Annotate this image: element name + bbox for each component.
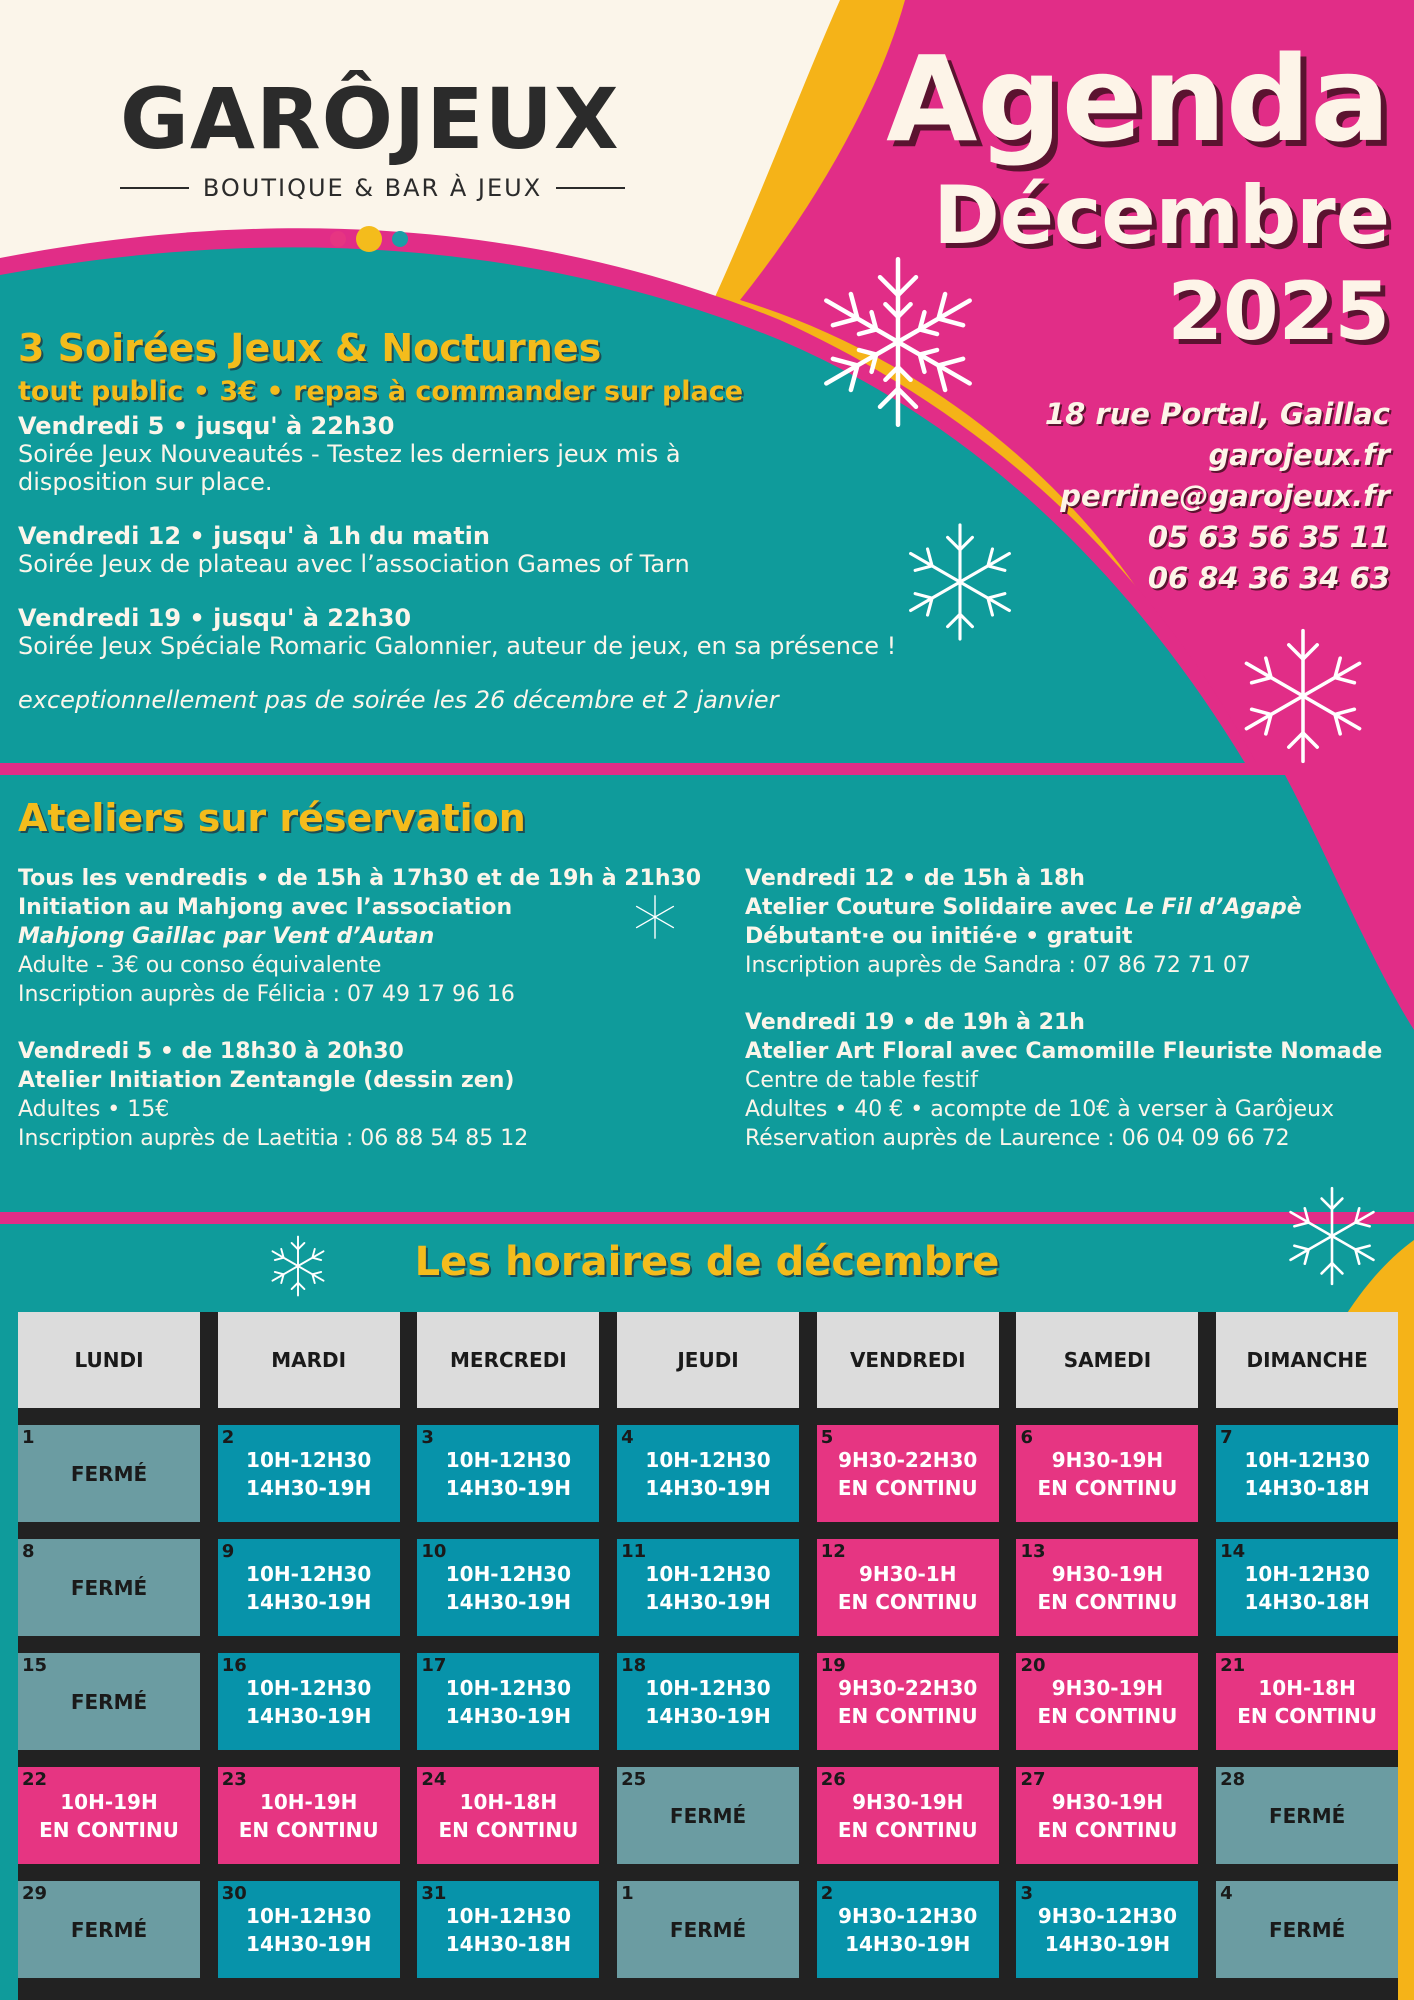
event-description: Soirée Jeux Nouveautés - Testez les derniers jeux mis à disposition sur place. <box>18 440 681 496</box>
pink-divider-1 <box>0 763 1414 775</box>
pink-divider-2 <box>0 1212 1414 1224</box>
hours-line: 10H-19H <box>259 1789 358 1814</box>
day-number: 27 <box>1020 1769 1046 1790</box>
atelier-line-part: Le Fil d’Agapè <box>1124 895 1302 920</box>
day-number: 25 <box>621 1769 647 1790</box>
hours-line: 10H-12H30 <box>445 1903 572 1928</box>
hours-line: EN CONTINU <box>238 1817 379 1842</box>
snowflake-icon <box>1232 625 1374 767</box>
hours-line: FERMÉ <box>70 1461 148 1486</box>
hours-line: 14H30-19H <box>246 1589 372 1614</box>
hours-line: 10H-12H30 <box>1244 1447 1370 1472</box>
day-number: 3 <box>421 1427 434 1448</box>
atelier-heading: Tous les vendredis • de 15h à 17h30 et de 19h à 21h30 <box>18 866 702 891</box>
logo: GARÔJEUX <box>120 70 620 168</box>
hours-line: 10H-18H <box>459 1789 558 1814</box>
hours-line: 14H30-19H <box>445 1703 572 1728</box>
hours-line: 9H30-19H <box>1051 1561 1164 1586</box>
phone-2[interactable]: 06 84 36 34 63 <box>1147 561 1390 595</box>
hours-text <box>246 1446 371 1502</box>
day-number: 4 <box>621 1427 634 1448</box>
hours-line: 10H-12H30 <box>246 1903 372 1928</box>
day-number: 2 <box>820 1883 834 1904</box>
hours-text <box>71 1688 147 1716</box>
event-description: Soirée Jeux de plateau avec l’association Games of Tarn <box>18 550 690 578</box>
hours-line: FERMÉ <box>1268 1917 1346 1942</box>
ateliers-left-column <box>18 864 718 1153</box>
event-description: Soirée Jeux Spéciale Romaric Galonnier, auteur de jeux, en sa présence ! <box>18 632 897 660</box>
day-number: 15 <box>22 1655 48 1676</box>
calendar-day-cell <box>617 1881 799 1978</box>
hours-text <box>246 1674 371 1730</box>
atelier-line: Adultes • 40 € • acompte de 10€ à verser à Garôjeux <box>745 1097 1335 1122</box>
hours-text <box>39 1788 179 1844</box>
calendar-day-cell <box>1216 1767 1398 1864</box>
day-header: SAMEDI <box>1016 1312 1198 1408</box>
day-number: 1 <box>22 1427 35 1448</box>
dot-pink <box>330 231 346 247</box>
hours-line: 10H-12H30 <box>645 1561 771 1586</box>
ateliers-right-column <box>745 864 1410 1153</box>
hours-line: EN CONTINU <box>1037 1475 1178 1500</box>
soiree-event <box>18 412 778 496</box>
hours-text <box>1038 1788 1178 1844</box>
day-number: 7 <box>1220 1427 1233 1448</box>
hours-line: FERMÉ <box>669 1917 747 1942</box>
day-header: JEUDI <box>617 1312 799 1408</box>
hours-text <box>645 1446 770 1502</box>
day-number: 19 <box>820 1655 846 1676</box>
calendar-day-cell <box>417 1653 599 1750</box>
hours-text <box>1038 1902 1177 1958</box>
hours-line: EN CONTINU <box>1037 1589 1178 1614</box>
event-heading: Vendredi 5 • jusqu' à 22h30 <box>18 412 395 440</box>
day-number: 24 <box>421 1769 447 1790</box>
calendar-day-cell <box>617 1653 799 1750</box>
event-heading: Vendredi 19 • jusqu' à 22h30 <box>18 604 412 632</box>
calendar-day-cell <box>817 1539 999 1636</box>
day-number: 30 <box>221 1883 247 1904</box>
hours-line: 9H30-22H30 <box>838 1447 978 1472</box>
atelier-line: Inscription auprès de Laetitia : 06 88 54 85 12 <box>18 1126 529 1151</box>
hours-text <box>1244 1560 1369 1616</box>
hours-line: 10H-12H30 <box>645 1675 771 1700</box>
calendar-day-cell <box>218 1425 400 1522</box>
hours-text <box>446 1560 571 1616</box>
hours-line: EN CONTINU <box>1037 1817 1178 1842</box>
calendar-day-cell <box>218 1653 400 1750</box>
hours-line: FERMÉ <box>1268 1803 1346 1828</box>
phone-1[interactable]: 05 63 56 35 11 <box>1147 520 1390 554</box>
hours-text <box>246 1560 371 1616</box>
day-header: LUNDI <box>18 1312 200 1408</box>
atelier-line: Centre de table festif <box>745 1068 978 1093</box>
hours-line: 14H30-19H <box>246 1931 372 1956</box>
day-header: DIMANCHE <box>1216 1312 1398 1408</box>
calendar-day-cell <box>1216 1425 1398 1522</box>
hours-text <box>1244 1446 1369 1502</box>
calendar-day-cell <box>817 1653 999 1750</box>
calendar-day-cell <box>1216 1653 1398 1750</box>
hours-line: 14H30-19H <box>246 1703 372 1728</box>
spacer <box>18 1009 718 1037</box>
day-number: 11 <box>621 1541 647 1562</box>
hours-text <box>1038 1446 1178 1502</box>
hours-line: 14H30-19H <box>845 1931 971 1956</box>
contact-block <box>1045 394 1390 599</box>
hours-line: FERMÉ <box>70 1575 148 1600</box>
atelier-line-part: Atelier Couture Solidaire avec <box>745 895 1125 920</box>
day-number: 28 <box>1220 1769 1246 1790</box>
opening-hours-calendar <box>18 1312 1398 1978</box>
atelier-heading: Vendredi 5 • de 18h30 à 20h30 <box>18 1039 404 1064</box>
hours-line: 9H30-19H <box>1051 1675 1164 1700</box>
hours-line: 9H30-19H <box>852 1789 964 1814</box>
hours-line: FERMÉ <box>669 1803 747 1828</box>
hours-line: 9H30-12H30 <box>1037 1903 1178 1928</box>
atelier-line: Initiation au Mahjong avec l’association <box>18 895 513 920</box>
hours-text <box>239 1788 379 1844</box>
day-number: 22 <box>22 1769 48 1790</box>
day-number: 31 <box>421 1883 447 1904</box>
day-number: 8 <box>22 1541 35 1562</box>
hours-text <box>446 1674 571 1730</box>
day-number: 17 <box>421 1655 447 1676</box>
hours-line: FERMÉ <box>70 1917 148 1942</box>
hours-line: 10H-12H30 <box>645 1447 771 1472</box>
calendar-day-cell <box>18 1425 200 1522</box>
calendar-day-cell <box>218 1539 400 1636</box>
hours-text <box>838 1560 978 1616</box>
atelier-line: Adultes • 15€ <box>18 1097 170 1122</box>
hours-text <box>246 1902 371 1958</box>
calendar-day-cell <box>1016 1653 1198 1750</box>
hours-line: 9H30-22H30 <box>838 1675 978 1700</box>
day-number: 23 <box>221 1769 247 1790</box>
hours-line: 10H-19H <box>60 1789 158 1814</box>
hours-line: EN CONTINU <box>837 1703 978 1728</box>
day-header: VENDREDI <box>817 1312 999 1408</box>
agenda-title: Agenda <box>886 30 1390 168</box>
day-header: MARDI <box>218 1312 400 1408</box>
dot-yellow <box>356 226 382 252</box>
soirees-title: 3 Soirées Jeux & Nocturnes <box>18 326 602 370</box>
calendar-day-cell <box>1216 1881 1398 1978</box>
hours-text <box>71 1916 147 1944</box>
hours-line: 9H30-12H30 <box>838 1903 978 1928</box>
soiree-event <box>18 604 1058 660</box>
hours-line: 14H30-19H <box>1044 1931 1171 1956</box>
hours-text <box>446 1902 571 1958</box>
day-number: 10 <box>421 1541 447 1562</box>
calendar-day-cell <box>18 1539 200 1636</box>
hours-text <box>645 1674 770 1730</box>
calendar-day-cell <box>18 1881 200 1978</box>
hours-text <box>645 1560 770 1616</box>
hours-text <box>71 1574 147 1602</box>
hours-line: 14H30-19H <box>246 1475 372 1500</box>
hours-line: EN CONTINU <box>1037 1703 1178 1728</box>
day-number: 20 <box>1020 1655 1046 1676</box>
day-number: 13 <box>1020 1541 1046 1562</box>
day-number: 5 <box>820 1427 834 1448</box>
email-link[interactable]: perrine@garojeux.fr <box>1060 479 1390 513</box>
atelier-line: Inscription auprès de Sandra : 07 86 72 71 07 <box>745 953 1251 978</box>
hours-text <box>838 1902 977 1958</box>
calendar-day-cell <box>817 1425 999 1522</box>
hours-text <box>670 1916 746 1944</box>
day-number: 21 <box>1220 1655 1246 1676</box>
hours-text <box>670 1802 746 1830</box>
calendar-day-cell <box>817 1767 999 1864</box>
row-separator <box>18 1864 1398 1881</box>
tagline-text: BOUTIQUE & BAR À JEUX <box>202 174 543 202</box>
hours-line: 14H30-19H <box>645 1703 771 1728</box>
day-number: 14 <box>1220 1541 1246 1562</box>
hours-line: EN CONTINU <box>1237 1703 1378 1728</box>
day-number: 1 <box>621 1883 634 1904</box>
day-number: 6 <box>1020 1427 1033 1448</box>
hours-line: EN CONTINU <box>837 1589 978 1614</box>
atelier-heading: Vendredi 19 • de 19h à 21h <box>745 1010 1085 1035</box>
hours-text <box>438 1788 578 1844</box>
hours-line: 9H30-19H <box>1051 1447 1164 1472</box>
calendar-day-cell <box>617 1767 799 1864</box>
hours-line: 10H-12H30 <box>445 1561 572 1586</box>
row-separator <box>18 1636 1398 1653</box>
calendar-day-cell <box>1016 1425 1198 1522</box>
hours-text <box>838 1788 978 1844</box>
divider <box>120 187 189 189</box>
calendar-day-cell <box>417 1425 599 1522</box>
event-heading: Vendredi 12 • jusqu' à 1h du matin <box>18 522 490 550</box>
agenda-year: 2025 <box>1167 265 1390 358</box>
hours-line: 9H30-1H <box>859 1561 957 1586</box>
soirees-note: exceptionnellement pas de soirée les 26 décembre et 2 janvier <box>18 686 779 714</box>
hours-line: FERMÉ <box>70 1689 148 1714</box>
hours-text <box>446 1446 571 1502</box>
day-number: 3 <box>1020 1883 1033 1904</box>
calendar-day-cell <box>817 1881 999 1978</box>
divider <box>556 187 625 189</box>
hours-text <box>838 1446 978 1502</box>
hours-line: 10H-18H <box>1258 1675 1356 1700</box>
calendar-day-cell <box>1016 1881 1198 1978</box>
hours-line: EN CONTINU <box>438 1817 579 1842</box>
address: 18 rue Portal, Gaillac <box>1044 397 1390 431</box>
hours-text <box>1038 1674 1178 1730</box>
hours-line: EN CONTINU <box>837 1817 978 1842</box>
calendar-day-cell <box>417 1881 599 1978</box>
calendar-day-cell <box>18 1653 200 1750</box>
atelier-line: Atelier Initiation Zentangle (dessin zen) <box>18 1068 515 1093</box>
atelier-line: Inscription auprès de Félicia : 07 49 17 96 16 <box>18 982 515 1007</box>
soiree-event <box>18 522 1058 578</box>
atelier-line: Débutant·e ou initié·e • gratuit <box>745 924 1133 949</box>
calendar-day-cell <box>617 1425 799 1522</box>
website-link[interactable]: garojeux.fr <box>1208 438 1390 472</box>
calendar-day-cell <box>617 1539 799 1636</box>
calendar-day-cell <box>1216 1539 1398 1636</box>
hours-line: 14H30-18H <box>445 1931 572 1956</box>
day-number: 29 <box>22 1883 48 1904</box>
day-number: 12 <box>820 1541 846 1562</box>
calendar-day-cell <box>417 1539 599 1636</box>
atelier-line: Atelier Art Floral avec Camomille Fleuriste Nomade <box>745 1039 1383 1064</box>
soirees-section <box>18 322 1058 714</box>
hours-line: 10H-12H30 <box>246 1561 372 1586</box>
day-number: 26 <box>820 1769 846 1790</box>
row-separator <box>18 1750 1398 1767</box>
atelier-line <box>745 893 1410 922</box>
hours-line: 14H30-19H <box>445 1589 572 1614</box>
calendar-day-cell <box>218 1881 400 1978</box>
hours-text <box>1269 1802 1345 1830</box>
row-separator <box>18 1408 1398 1425</box>
hours-line: 10H-12H30 <box>246 1675 372 1700</box>
day-header: MERCREDI <box>417 1312 599 1408</box>
calendar-day-cell <box>417 1767 599 1864</box>
calendar-day-cell <box>1016 1767 1198 1864</box>
day-number: 16 <box>221 1655 247 1676</box>
hours-line: EN CONTINU <box>39 1817 179 1842</box>
hours-line: EN CONTINU <box>837 1475 978 1500</box>
horaires-title: Les horaires de décembre <box>414 1239 1000 1285</box>
hours-line: 14H30-19H <box>445 1475 572 1500</box>
logo-tagline <box>120 174 625 202</box>
day-number: 4 <box>1220 1883 1233 1904</box>
day-number: 2 <box>221 1427 235 1448</box>
calendar-day-cell <box>18 1767 200 1864</box>
hours-text <box>1038 1560 1178 1616</box>
hours-text <box>838 1674 978 1730</box>
hours-text <box>1269 1916 1345 1944</box>
hours-line: 9H30-19H <box>1051 1789 1164 1814</box>
day-number: 18 <box>621 1655 647 1676</box>
hours-line: 10H-12H30 <box>246 1447 372 1472</box>
row-separator <box>18 1522 1398 1539</box>
hours-line: 14H30-19H <box>645 1589 771 1614</box>
hours-text <box>1237 1674 1377 1730</box>
day-number: 9 <box>221 1541 235 1562</box>
atelier-line: Mahjong Gaillac par Vent d’Autan <box>18 924 435 949</box>
atelier-heading: Vendredi 12 • de 15h à 18h <box>745 866 1085 891</box>
spacer <box>745 980 1410 1008</box>
atelier-line: Réservation auprès de Laurence : 06 04 09 66 72 <box>745 1126 1290 1151</box>
hours-line: 14H30-18H <box>1244 1589 1370 1614</box>
dot-teal <box>392 231 408 247</box>
agenda-month: Décembre <box>933 169 1390 262</box>
atelier-line: Adulte - 3€ ou conso équivalente <box>18 953 382 978</box>
hours-text <box>71 1460 147 1488</box>
hours-line: 10H-12H30 <box>445 1675 572 1700</box>
hours-line: 10H-12H30 <box>445 1447 572 1472</box>
logo-dots <box>330 226 408 252</box>
hours-line: 14H30-19H <box>645 1475 771 1500</box>
soirees-subtitle: tout public • 3€ • repas à commander sur place <box>18 376 744 407</box>
ateliers-title: Ateliers sur réservation <box>18 796 526 840</box>
calendar-day-cell <box>1016 1539 1198 1636</box>
calendar-day-cell <box>218 1767 400 1864</box>
hours-line: 14H30-18H <box>1244 1475 1370 1500</box>
hours-line: 10H-12H30 <box>1244 1561 1370 1586</box>
